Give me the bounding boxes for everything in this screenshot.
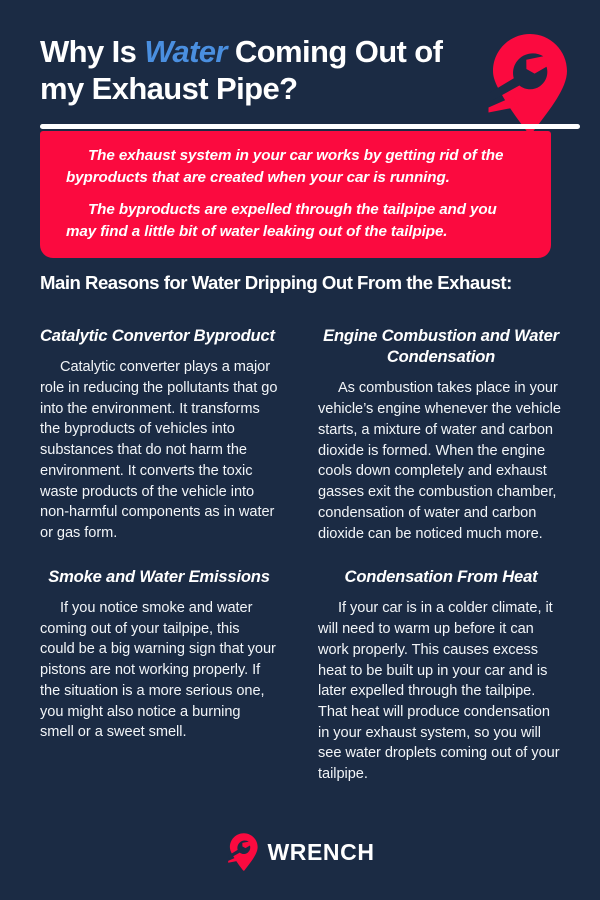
footer-brand: WRENCH — [267, 838, 375, 865]
wrench-pin-logo-icon — [480, 32, 568, 136]
page-title — [40, 34, 470, 107]
card-smoke-and-water-emissions — [40, 566, 278, 743]
column-right — [300, 325, 578, 785]
page-title-part2: Coming Out of my Exhaust Pipe? — [40, 34, 443, 106]
intro-paragraph-1: The exhaust system in your car works by getting rid of the byproducts that are created when your car is running. — [66, 147, 504, 186]
header-divider — [40, 124, 580, 129]
page-title-part1: Why Is — [40, 34, 145, 69]
card-engine-combustion-and-water-condensation — [318, 325, 564, 544]
page-title-accent: Water — [144, 34, 227, 69]
intro-paragraph-2: The byproducts are expelled through the tailpipe and you may find a little bit of water leaking out of the tailpipe. — [66, 201, 497, 240]
intro-box — [40, 131, 551, 258]
card-title: Engine Combustion and Water Condensation — [323, 326, 559, 367]
wrench-pin-logo-icon — [225, 832, 258, 872]
card-catalytic-convertor-byproduct — [40, 325, 278, 544]
column-left — [22, 325, 300, 785]
card-condensation-from-heat — [318, 566, 564, 785]
footer — [0, 832, 600, 872]
card-body: Catalytic converter plays a major role in reducing the pollutants that go into the environment. It transforms the byproducts of vehicles into substances that do not harm the environment. It converts the toxic waste products of the vehicle into non-harmful components as in water or gas form. — [40, 359, 278, 541]
card-title: Catalytic Convertor Byproduct — [40, 326, 275, 345]
content-columns — [0, 325, 600, 785]
main-heading: Main Reasons for Water Dripping Out From the Exhaust: — [40, 272, 512, 293]
card-body: If your car is in a colder climate, it will need to warm up before it can work properly. This causes excess heat to be built up in your car and is later expelled through the tailpipe. That heat will produce condensation in your exhaust system, so you will see water droplets coming out of your tailpipe. — [318, 600, 560, 783]
card-title: Condensation From Heat — [344, 567, 538, 587]
card-body: If you notice smoke and water coming out of your tailpipe, this could be a big warning sign that your pistons are not working properly. If the situation is a more serious one, you might also notice a burning smell or a sweet smell. — [40, 599, 276, 741]
card-title: Smoke and Water Emissions — [48, 566, 270, 586]
card-body: As combustion takes place in your vehicle’s engine whenever the vehicle starts, a mixture of water and carbon dioxide is formed. When the engine cools down completely and exhaust gasses exit the combustion chamber, condensation of water and carbon dioxide can be noticed much more. — [318, 380, 561, 542]
